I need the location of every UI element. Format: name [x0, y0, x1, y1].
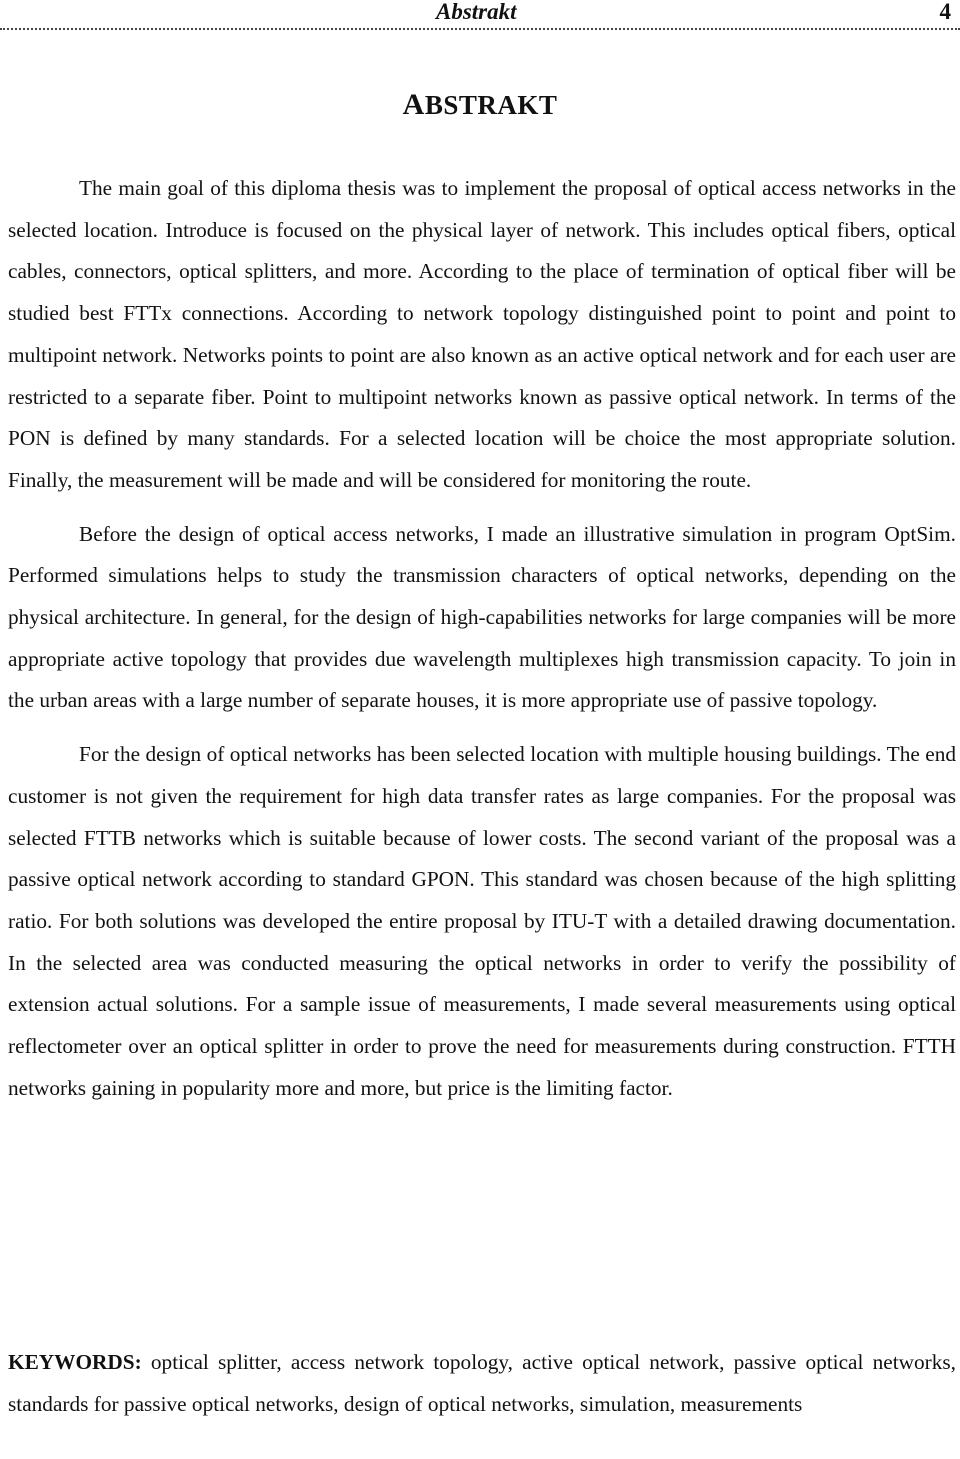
abstract-paragraph-1: The main goal of this diploma thesis was to implement the proposal of optical access networks in the selected location. Introduce is focused on the physical layer of network. This includes optical fibers, optical cables, connectors, optical splitters, and more. According to the place of termination of optical fiber will be studied best FTTx connections. According to network topology distinguished point to point and point to multipoint network. Networks points to point are also known as an active optical network and for each user are restricted to a separate fiber. Point to multipoint networks known as passive optical network. In terms of the PON is defined by many standards. For a selected location will be choice the most appropriate solution. Finally, the measurement will be made and will be considered for monitoring the route.: [8, 176, 956, 492]
title-rest: BSTRAKT: [424, 90, 558, 120]
keywords-text: optical splitter, access network topology, active optical network, passive optical networks, standards for passive optical networks, design of optical networks, simulation, measurements: [8, 1350, 956, 1416]
section-title: [0, 88, 960, 122]
abstract-body: [8, 168, 956, 1109]
abstract-paragraph-2: Before the design of optical access networks, I made an illustrative simulation in program OptSim. Performed simulations helps to study the transmission characters of optical networks, depending on the physical architecture. In general, for the design of high-capabilities networks for large companies will be more appropriate active topology that provides due wavelength multiplexes high transmission capacity. To join in the urban areas with a large number of separate houses, it is more appropriate use of passive topology.: [8, 521, 956, 713]
page-header: [0, 0, 960, 30]
page-number: 4: [939, 0, 951, 24]
abstract-paragraph-3: For the design of optical networks has been selected location with multiple housing buildings. The end customer is not given the requirement for high data transfer rates as large companies. For the proposal was selected FTTB networks which is suitable because of lower costs. The second variant of the proposal was a passive optical network according to standard GPON. This standard was chosen because of the high splitting ratio. For both solutions was developed the entire proposal by ITU-T with a detailed drawing documentation. In the selected area was conducted measuring the optical networks in order to verify the possibility of extension actual solutions. For a sample issue of measurements, I made several measurements using optical reflectometer over an optical splitter in order to prove the need for measurements during construction. FTTH networks gaining in popularity more and more, but price is the limiting factor.: [8, 742, 956, 1100]
header-title: Abstrakt: [436, 0, 517, 24]
title-first-letter: A: [402, 88, 425, 121]
keywords-label: KEYWORDS:: [8, 1350, 142, 1374]
keywords-paragraph: [8, 1342, 956, 1425]
header-dotted-rule: [0, 28, 960, 30]
